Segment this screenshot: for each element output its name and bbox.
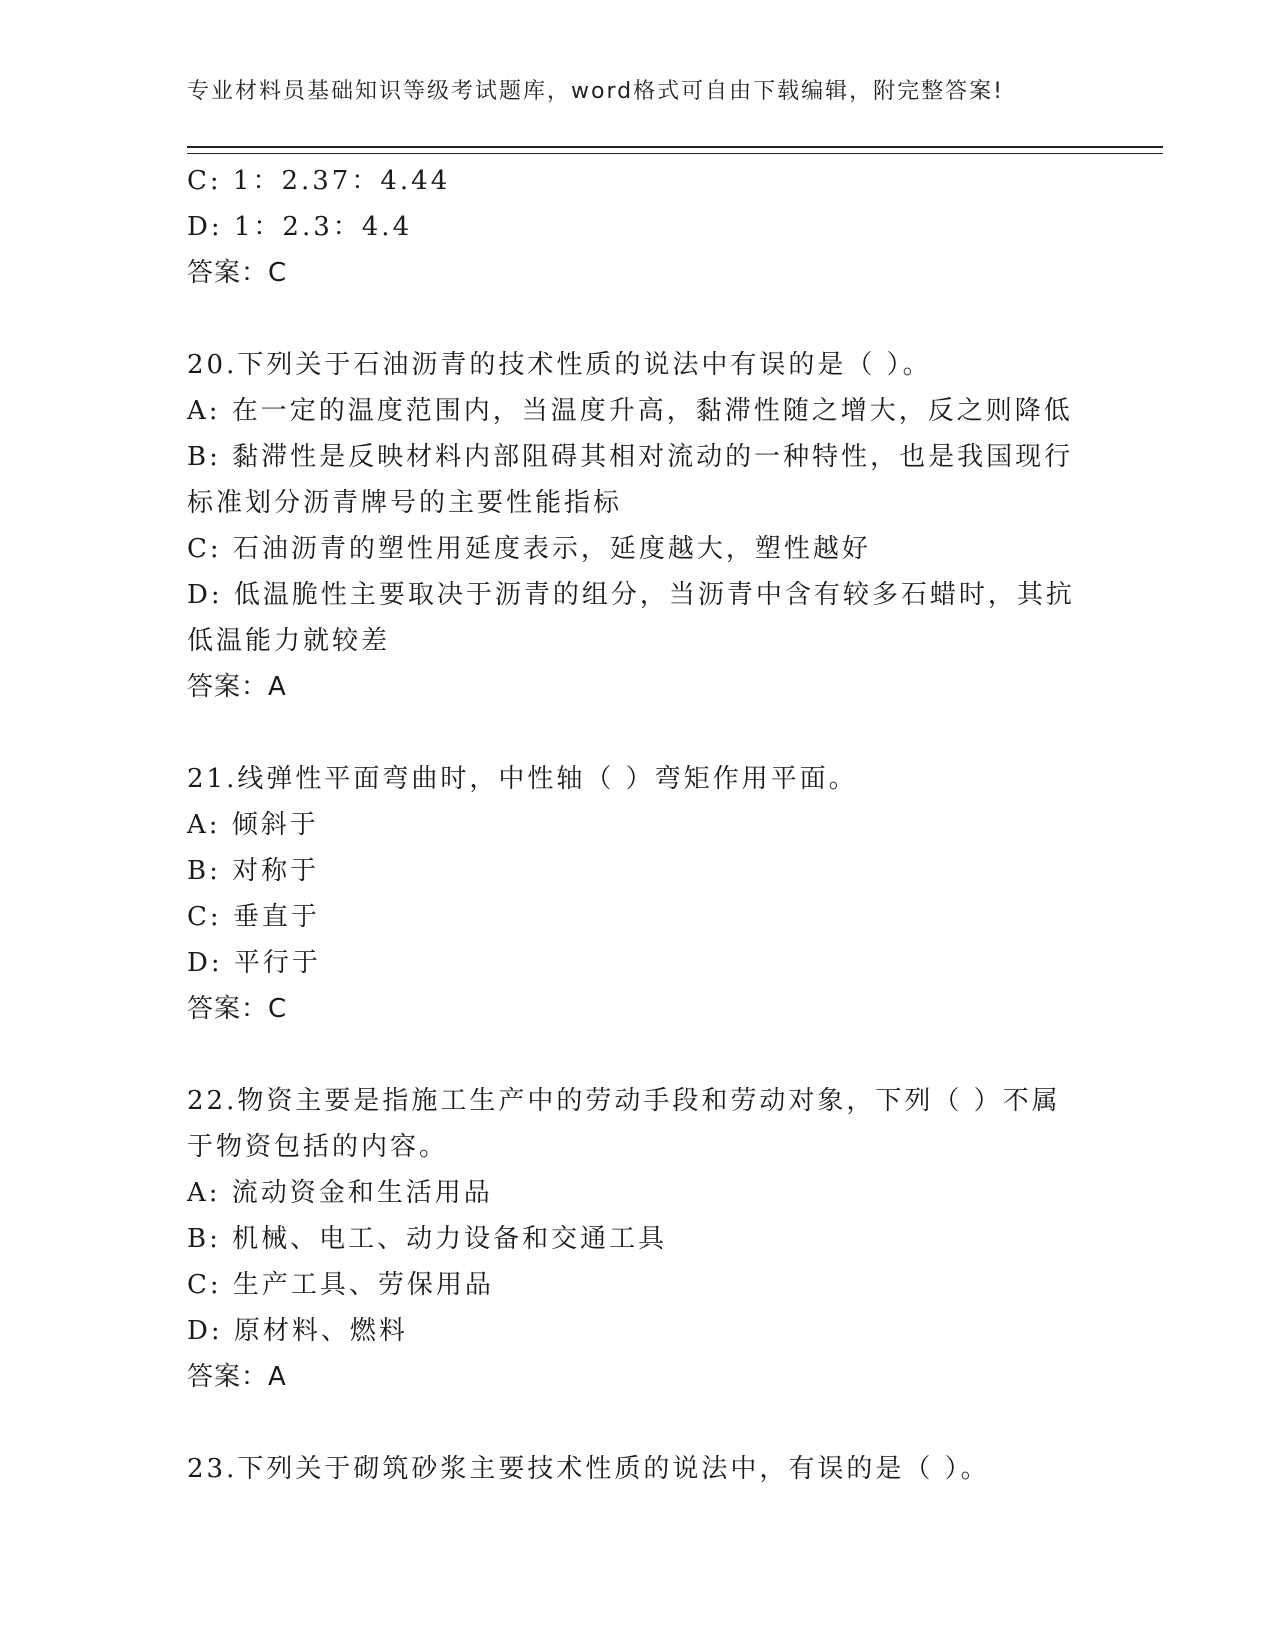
- q20-option-b: B: 黏滞性是反映材料内部阻碍其相对流动的一种特性，也是我国现行: [187, 442, 1074, 472]
- spacer: [187, 1032, 1087, 1078]
- q20-option-b-cont: 标准划分沥青牌号的主要性能指标: [187, 488, 623, 518]
- question-22-cont: 于物资包括的内容。: [187, 1132, 449, 1162]
- q20-option-a: A: 在一定的温度范围内，当温度升高，黏滞性随之增大，反之则降低: [187, 396, 1073, 426]
- question-22: 22.物资主要是指施工生产中的劳动手段和劳动对象，下列（ ）不属: [187, 1086, 1061, 1116]
- question-21: 21.线弹性平面弯曲时，中性轴（ ）弯矩作用平面。: [187, 764, 858, 794]
- spacer: [187, 710, 1087, 756]
- spacer: [187, 296, 1087, 342]
- option-d: D: 1：2.3：4.4: [187, 212, 413, 242]
- option-c: C: 1：2.37：4.44: [187, 166, 451, 196]
- q22-answer: 答案：A: [187, 1362, 287, 1392]
- question-23: 23.下列关于砌筑砂浆主要技术性质的说法中，有误的是（ ）。: [187, 1454, 990, 1484]
- question-20: 20.下列关于石油沥青的技术性质的说法中有误的是（ ）。: [187, 350, 932, 380]
- q21-option-b: B: 对称于: [187, 856, 320, 886]
- answer: 答案：C: [187, 258, 288, 288]
- spacer: [187, 1400, 1087, 1446]
- q22-option-b: B: 机械、电工、动力设备和交通工具: [187, 1224, 668, 1254]
- q21-answer: 答案：C: [187, 994, 288, 1024]
- page-header: 专业材料员基础知识等级考试题库，word格式可自由下载编辑，附完整答案!: [187, 79, 1004, 104]
- q20-option-d: D: 低温脆性主要取决于沥青的组分，当沥青中含有较多石蜡时，其抗: [187, 580, 1075, 610]
- q20-option-d-cont: 低温能力就较差: [187, 626, 391, 656]
- q21-option-c: C: 垂直于: [187, 902, 320, 932]
- q22-option-a: A: 流动资金和生活用品: [187, 1178, 493, 1208]
- q21-option-d: D: 平行于: [187, 948, 321, 978]
- header-divider: [187, 146, 1163, 154]
- q20-option-c: C: 石油沥青的塑性用延度表示，延度越大，塑性越好: [187, 534, 871, 564]
- question-content: [187, 158, 1087, 1492]
- q22-option-c: C: 生产工具、劳保用品: [187, 1270, 494, 1300]
- q21-option-a: A: 倾斜于: [187, 810, 319, 840]
- q22-option-d: D: 原材料、燃料: [187, 1316, 408, 1346]
- q20-answer: 答案：A: [187, 672, 287, 702]
